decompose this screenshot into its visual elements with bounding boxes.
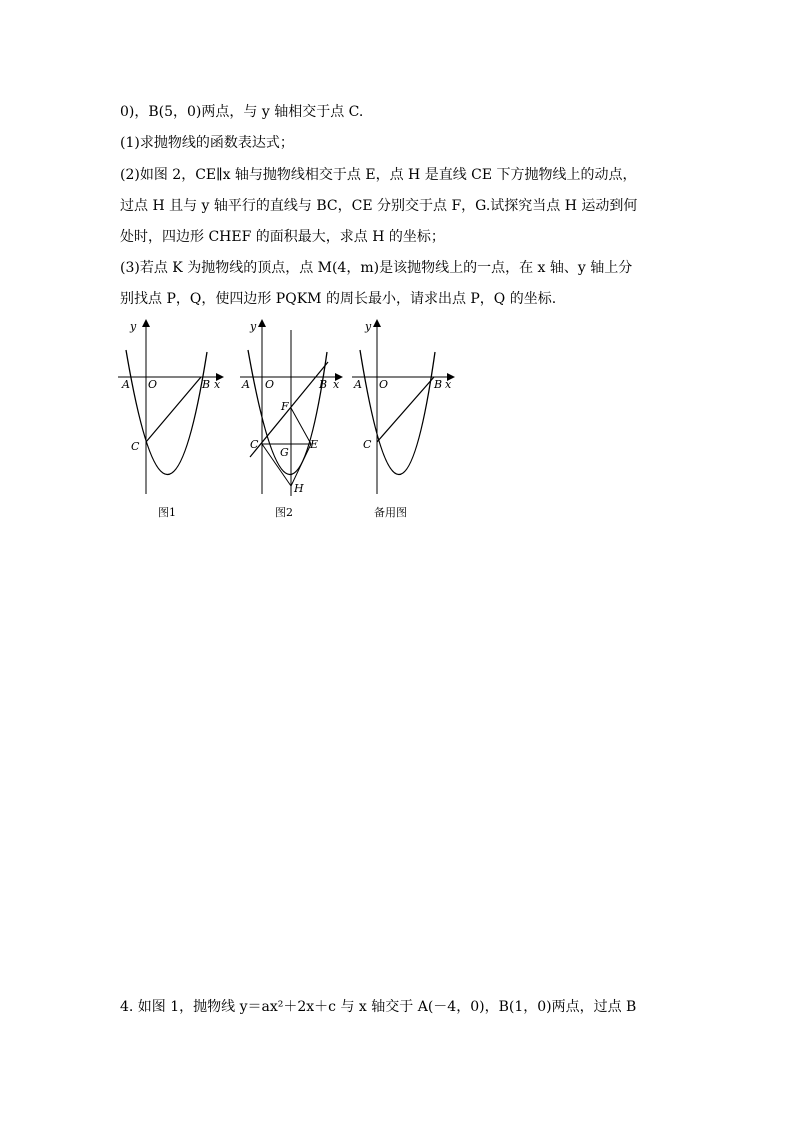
problem-text-line-1: 0)，B(5，0)两点，与 y 轴相交于点 C. (120, 104, 364, 120)
problem-4-line-1: 4. 如图 1，抛物线 y＝ax²＋2x＋c 与 x 轴交于 A(－4，0)，B(1，0)两点，过点 B (120, 999, 637, 1015)
figure-1 (116, 316, 226, 530)
label-b: B (434, 378, 443, 391)
label-f: F (281, 400, 289, 413)
label-g: G (280, 446, 289, 459)
label-x: x (333, 378, 340, 391)
label-o: O (265, 378, 275, 391)
label-a: A (242, 378, 250, 391)
label-x: x (214, 378, 221, 391)
label-c: C (250, 438, 259, 451)
label-c: C (363, 438, 372, 451)
label-y: y (365, 320, 372, 333)
label-x: x (445, 378, 452, 391)
question-2-line-2: 过点 H 且与 y 轴平行的直线与 BC，CE 分别交于点 F，G.试探究当点 H 运动到何 (120, 198, 638, 214)
label-o: O (379, 378, 389, 391)
label-y: y (130, 320, 137, 333)
label-h: H (294, 482, 304, 495)
figure-2 (236, 316, 346, 530)
label-a: A (122, 378, 130, 391)
label-c: C (131, 440, 140, 453)
question-1: (1)求抛物线的函数表达式； (120, 135, 294, 151)
label-y: y (250, 320, 257, 333)
question-3-line-2: 别找点 P，Q，使四边形 PQKM 的周长最小，请求出点 P，Q 的坐标. (120, 291, 557, 307)
segment-fe (291, 408, 311, 444)
parabola (360, 350, 435, 475)
parabola (126, 350, 207, 475)
label-b: B (202, 378, 211, 391)
question-2-line-3: 处时，四边形 CHEF 的面积最大，求点 H 的坐标； (120, 229, 445, 245)
caption: 图1 (158, 506, 176, 519)
label-a: A (354, 378, 362, 391)
label-o: O (148, 378, 158, 391)
label-e: E (310, 438, 319, 451)
segment-he (291, 444, 311, 486)
figure-backup (348, 316, 458, 530)
question-2-line-1: (2)如图 2，CE∥x 轴与抛物线相交于点 E，点 H 是直线 CE 下方抛物线上的动点， (120, 167, 637, 183)
caption: 备用图 (374, 506, 407, 519)
caption: 图2 (275, 506, 293, 519)
label-b: B (319, 378, 328, 391)
question-3-line-1: (3)若点 K 为抛物线的顶点，点 M(4，m)是该抛物线上的一点，在 x 轴、y 轴上分 (120, 260, 633, 276)
